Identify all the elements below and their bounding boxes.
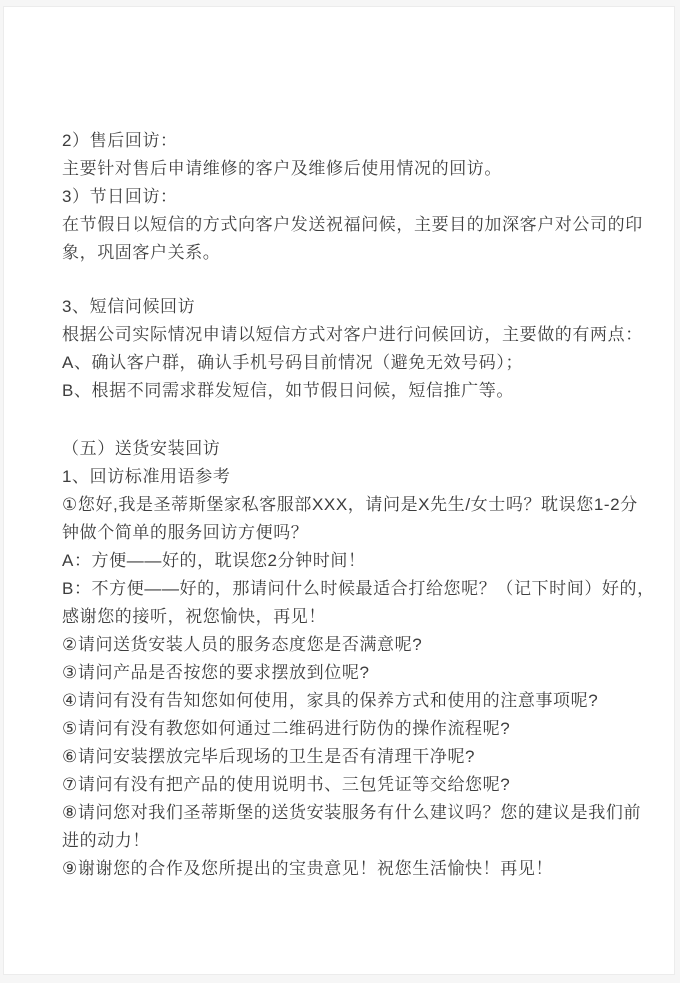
- text-line: 感谢您的接听，祝您愉快，再见！: [62, 607, 326, 626]
- text-line: ③请问产品是否按您的要求摆放到位呢?: [62, 663, 370, 682]
- text-line: B：不方便——好的，那请问什么时候最适合打给您呢？（记下时间）好的，: [62, 579, 655, 598]
- text-line: B、根据不同需求群发短信，如节假日问候，短信推广等。: [62, 381, 514, 400]
- document-content: [4, 7, 674, 883]
- text-line: A：方便——好的，耽误您2分钟时间！: [62, 551, 366, 570]
- text-line: ④请问有没有告知您如何使用，家具的保养方式和使用的注意事项呢?: [62, 691, 599, 710]
- section-heading: 3、短信问候回访: [62, 297, 196, 316]
- text-line: ⑨谢谢您的合作及您所提出的宝贵意见！祝您生活愉快！再见！: [62, 859, 554, 878]
- text-line: 1、回访标准用语参考: [62, 467, 231, 486]
- text-line: 进的动力！: [62, 831, 150, 850]
- text-line: ②请问送货安装人员的服务态度您是否满意呢?: [62, 635, 423, 654]
- text-line: ①您好,我是圣蒂斯堡家私客服部XXX，请问是X先生/女士吗？耽误您1-2分: [62, 495, 638, 514]
- text-line: A、确认客户群，确认手机号码目前情况（避免无效号码）；: [62, 353, 524, 372]
- text-line: 根据公司实际情况申请以短信方式对客户进行问候回访，主要做的有两点：: [62, 325, 643, 344]
- text-line: ⑦请问有没有把产品的使用说明书、三包凭证等交给您呢?: [62, 775, 511, 794]
- text-line: 主要针对售后申请维修的客户及维修后使用情况的回访。: [62, 159, 502, 178]
- text-line: 3）节日回访：: [62, 187, 178, 206]
- document-page: [3, 6, 675, 975]
- text-line: ⑤请问有没有教您如何通过二维码进行防伪的操作流程呢?: [62, 719, 511, 738]
- section-heading: （五）送货安装回访: [62, 439, 221, 458]
- text-line: ⑧请问您对我们圣蒂斯堡的送货安装服务有什么建议吗？您的建议是我们前: [62, 803, 642, 822]
- text-line: 钟做个简单的服务回访方便吗？: [62, 523, 309, 542]
- text-line: 在节假日以短信的方式向客户发送祝福问候，主要目的加深客户对公司的印: [62, 215, 643, 234]
- text-line: 2）售后回访：: [62, 131, 178, 150]
- text-line: ⑥请问安装摆放完毕后现场的卫生是否有清理干净呢?: [62, 747, 476, 766]
- text-line: 象，巩固客户关系。: [62, 243, 221, 262]
